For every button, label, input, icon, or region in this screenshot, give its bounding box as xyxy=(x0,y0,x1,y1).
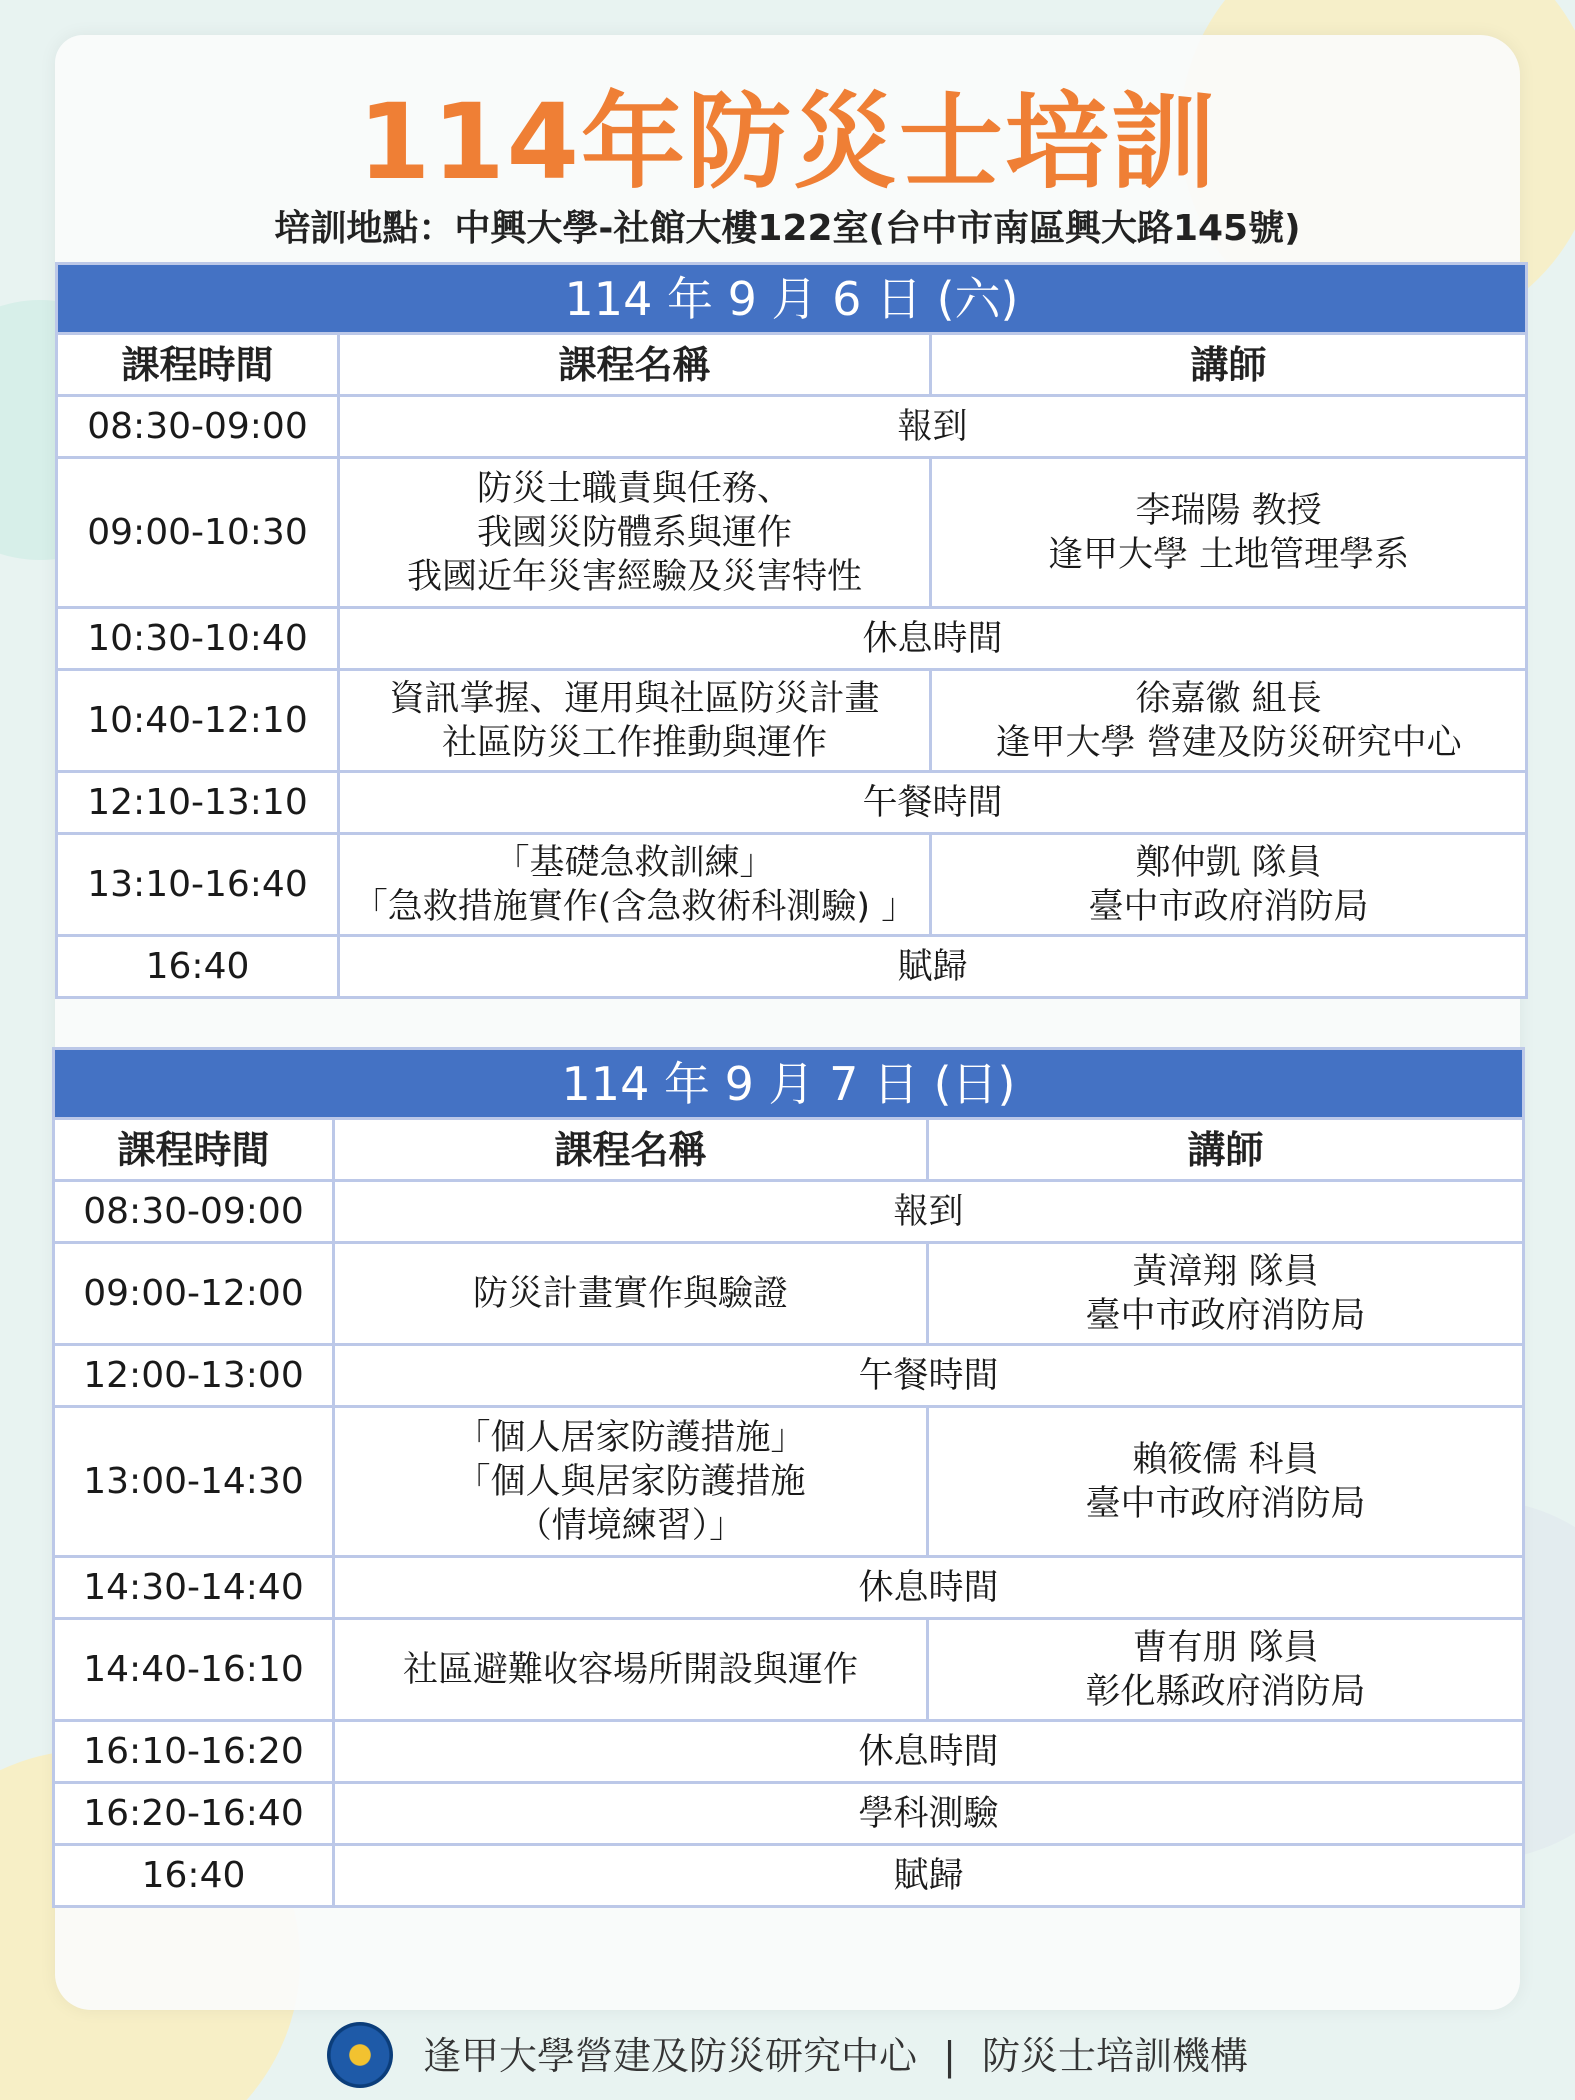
instructor-line: 臺中市政府消防局 xyxy=(1085,1483,1366,1524)
page-title: 114年防災士培訓 xyxy=(357,81,1218,203)
session-time: 12:10-13:10 xyxy=(57,772,339,834)
session-instructor xyxy=(928,1407,1524,1557)
course-line: 我國近年災害經驗及災害特性 xyxy=(406,556,862,597)
table-row xyxy=(57,396,1527,458)
instructor-line: 臺中市政府消防局 xyxy=(1088,886,1369,927)
session-time: 14:40-16:10 xyxy=(54,1619,334,1721)
course-line: 「個人居家防護措施」 xyxy=(455,1417,806,1458)
table-row xyxy=(57,936,1527,998)
column-header-instructor: 講師 xyxy=(928,1119,1524,1181)
column-header-row xyxy=(54,1119,1524,1181)
session-instructor xyxy=(931,458,1527,608)
date-header-row xyxy=(54,1049,1524,1119)
session-time: 16:20-16:40 xyxy=(54,1783,334,1845)
instructor-line: 彰化縣政府消防局 xyxy=(1085,1671,1366,1712)
session-full-span: 報到 xyxy=(339,396,1527,458)
table-row xyxy=(57,834,1527,936)
instructor-line: 賴筱儒 科員 xyxy=(1132,1439,1319,1480)
table-row xyxy=(54,1845,1524,1907)
table-row xyxy=(54,1181,1524,1243)
table-row xyxy=(54,1783,1524,1845)
session-course xyxy=(334,1243,928,1345)
schedule-table-day2 xyxy=(52,1047,1525,1908)
session-time: 10:30-10:40 xyxy=(57,608,339,670)
session-time: 13:10-16:40 xyxy=(57,834,339,936)
course-line: （情境練習）」 xyxy=(516,1505,745,1546)
session-time: 09:00-10:30 xyxy=(57,458,339,608)
table-row xyxy=(54,1407,1524,1557)
session-time: 12:00-13:00 xyxy=(54,1345,334,1407)
table-row xyxy=(57,670,1527,772)
session-course xyxy=(339,834,931,936)
session-full-span: 休息時間 xyxy=(339,608,1527,670)
session-time: 08:30-09:00 xyxy=(54,1181,334,1243)
column-header-row xyxy=(57,334,1527,396)
instructor-line: 鄭仲凱 隊員 xyxy=(1135,842,1322,883)
instructor-line: 曹有朋 隊員 xyxy=(1132,1627,1319,1668)
session-course xyxy=(334,1619,928,1721)
footer-org: 逢甲大學營建及防災研究中心 xyxy=(423,2034,918,2078)
column-header-course: 課程名稱 xyxy=(339,334,931,396)
session-full-span: 休息時間 xyxy=(334,1557,1524,1619)
instructor-line: 逢甲大學 土地管理學系 xyxy=(1047,534,1410,575)
venue-text: 培訓地點：中興大學-社館大樓122室(台中市南區興大路145號) xyxy=(274,208,1301,249)
instructor-line: 逢甲大學 營建及防災研究中心 xyxy=(995,722,1462,763)
course-line: 「急救措施實作(含急救術科測驗) 」 xyxy=(352,886,917,927)
footer-role: 防災士培訓機構 xyxy=(982,2034,1249,2078)
course-line: 防災士職責與任務、 xyxy=(476,468,792,509)
table-row xyxy=(54,1557,1524,1619)
session-time: 13:00-14:30 xyxy=(54,1407,334,1557)
university-logo-icon xyxy=(327,2022,393,2088)
course-line: 社區防災工作推動與運作 xyxy=(441,722,827,763)
date-header: 114 年 9 月 6 日 (六) xyxy=(57,264,1527,334)
table-row xyxy=(57,608,1527,670)
date-header-row xyxy=(57,264,1527,334)
table-row xyxy=(57,458,1527,608)
course-line: 資訊掌握、運用與社區防災計畫 xyxy=(389,678,880,719)
table-row xyxy=(57,772,1527,834)
session-full-span: 賦歸 xyxy=(334,1845,1524,1907)
column-header-instructor: 講師 xyxy=(931,334,1527,396)
session-course xyxy=(339,670,931,772)
session-full-span: 午餐時間 xyxy=(334,1345,1524,1407)
session-instructor xyxy=(928,1243,1524,1345)
session-full-span: 賦歸 xyxy=(339,936,1527,998)
session-instructor xyxy=(928,1619,1524,1721)
table-row xyxy=(54,1619,1524,1721)
session-time: 08:30-09:00 xyxy=(57,396,339,458)
session-time: 16:40 xyxy=(54,1845,334,1907)
session-time: 09:00-12:00 xyxy=(54,1243,334,1345)
course-line: 「個人與居家防護措施 xyxy=(455,1461,806,1502)
session-time: 16:10-16:20 xyxy=(54,1721,334,1783)
session-course xyxy=(334,1407,928,1557)
instructor-line: 徐嘉徽 組長 xyxy=(1135,678,1322,719)
session-full-span: 休息時間 xyxy=(334,1721,1524,1783)
session-instructor xyxy=(931,670,1527,772)
table-row xyxy=(54,1345,1524,1407)
table-row xyxy=(54,1243,1524,1345)
schedule-table-day1 xyxy=(55,262,1528,999)
session-course xyxy=(339,458,931,608)
session-time: 14:30-14:40 xyxy=(54,1557,334,1619)
instructor-line: 黃漳翔 隊員 xyxy=(1132,1251,1319,1292)
course-line: 「基礎急救訓練」 xyxy=(494,842,775,883)
column-header-course: 課程名稱 xyxy=(334,1119,928,1181)
course-line: 社區避難收容場所開設與運作 xyxy=(402,1649,858,1690)
instructor-line: 臺中市政府消防局 xyxy=(1085,1295,1366,1336)
session-time: 10:40-12:10 xyxy=(57,670,339,772)
column-header-time: 課程時間 xyxy=(54,1119,334,1181)
course-line: 防災計畫實作與驗證 xyxy=(472,1273,788,1314)
table-row xyxy=(54,1721,1524,1783)
instructor-line: 李瑞陽 教授 xyxy=(1135,490,1322,531)
session-full-span: 報到 xyxy=(334,1181,1524,1243)
session-full-span: 午餐時間 xyxy=(339,772,1527,834)
course-line: 我國災防體系與運作 xyxy=(476,512,792,553)
session-full-span: 學科測驗 xyxy=(334,1783,1524,1845)
session-instructor xyxy=(931,834,1527,936)
footer-separator: | xyxy=(943,2034,956,2078)
session-time: 16:40 xyxy=(57,936,339,998)
footer xyxy=(0,2025,1575,2092)
column-header-time: 課程時間 xyxy=(57,334,339,396)
date-header: 114 年 9 月 7 日 (日) xyxy=(54,1049,1524,1119)
